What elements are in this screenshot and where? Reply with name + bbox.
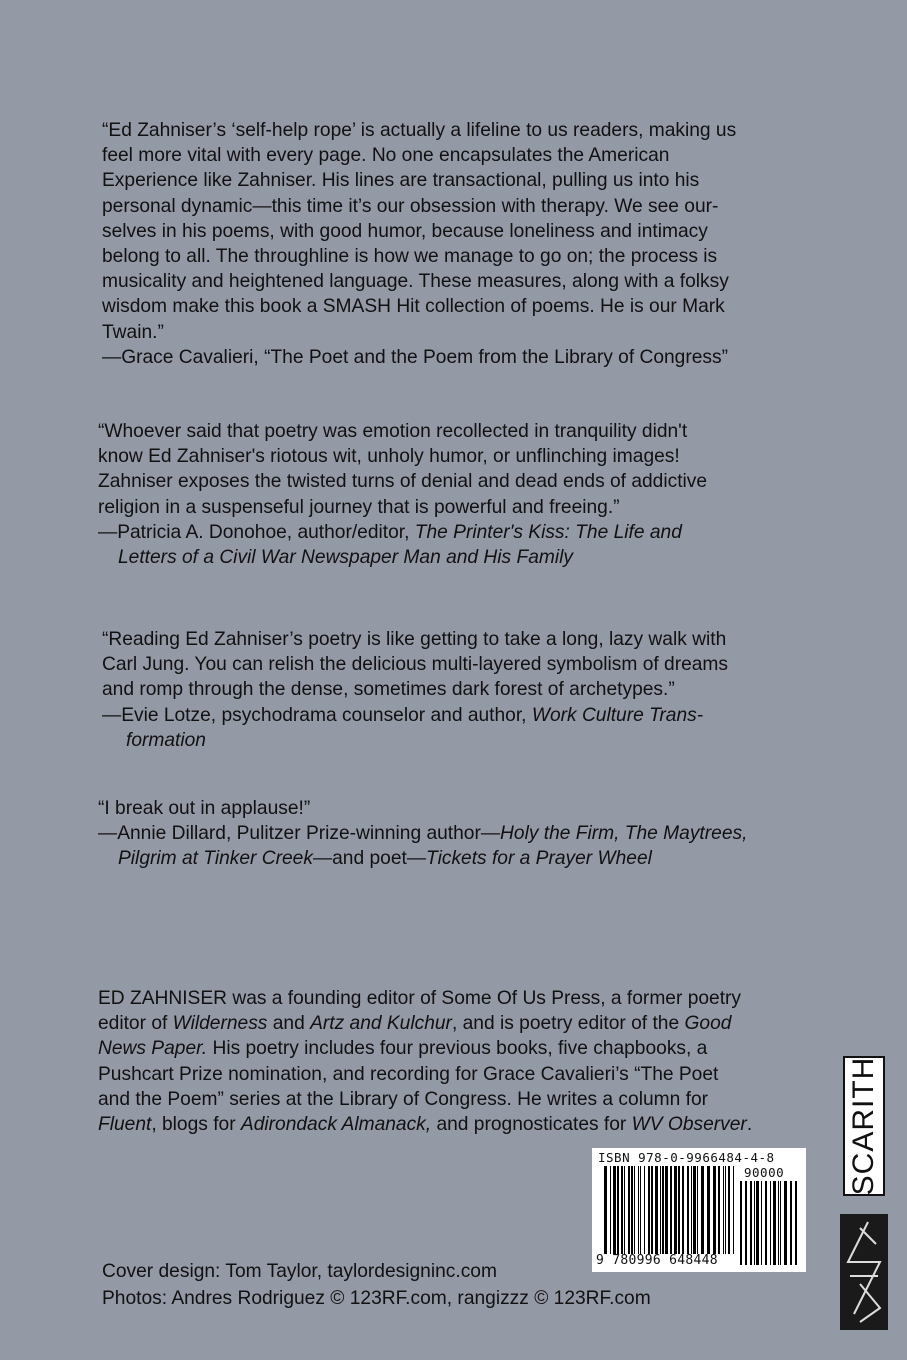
author-bio [98, 986, 838, 1137]
blurb-quote-line: Experience like Zahniser. His lines are transactional, pulling us into his [102, 170, 700, 192]
blurb-quote-line: and romp through the dense, sometimes dark forest of archetypes.” [102, 679, 675, 701]
attribution-work: The Printer's Kiss: The Life and [414, 521, 682, 543]
barcode-bar [718, 1166, 720, 1254]
bio-text: . [746, 1114, 753, 1136]
barcode-bar [784, 1181, 787, 1265]
blurb-annie-dillard [98, 796, 838, 872]
barcode-bar [624, 1166, 625, 1254]
barcode-bar [778, 1181, 779, 1265]
blurb-quote-line: “I break out in applause!” [98, 798, 311, 819]
attribution-author: —Patricia A. Donohoe, author/editor, [98, 521, 415, 543]
barcode-bar [613, 1166, 616, 1254]
blurb-evie-lotze [102, 627, 822, 753]
bio-line [98, 1011, 838, 1036]
publisher-mark-icon [840, 1214, 888, 1330]
publisher-logo [843, 1056, 885, 1196]
barcode-bar [740, 1181, 742, 1265]
blurb-quote-line: Carl Jung. You can relish the delicious multi-layered symbolism of dreams [102, 654, 729, 676]
barcode-bar [670, 1166, 672, 1254]
blurb-quote-line: wisdom make this book a SMASH Hit collection of poems. He is our Mark [102, 296, 725, 318]
credit-cover-design: Cover design: Tom Taylor, taylordesigninc.com [102, 1261, 497, 1282]
barcode-bar [733, 1166, 734, 1254]
blurb-quote-line: religion in a suspenseful journey that is powerful and freeing.” [98, 496, 620, 518]
barcode-bar [682, 1166, 684, 1254]
blurb-quote-line: “Whoever said that poetry was emotion recollected in tranquility didn't [98, 421, 688, 442]
barcode-bar [640, 1166, 641, 1254]
barcode-bar [707, 1166, 710, 1254]
barcode-bar [687, 1166, 689, 1254]
barcode-bar [701, 1166, 704, 1254]
addon-barcode-bars [740, 1181, 802, 1265]
barcode-bar [770, 1181, 771, 1265]
barcode-bar [631, 1166, 633, 1254]
blurb-attribution [102, 703, 822, 753]
barcode-bar [750, 1181, 752, 1265]
blurb-patricia-donohoe [98, 419, 818, 570]
attribution-work: Holy the Firm, The Maytrees, [500, 823, 748, 845]
barcode-bar [790, 1181, 792, 1265]
barcode-bar [628, 1166, 630, 1254]
attribution-work: Tickets for a Prayer Wheel [426, 848, 652, 870]
barcode-bar [610, 1166, 611, 1254]
barcode-bar [723, 1166, 724, 1254]
attribution-work: Letters of a Civil War Newspaper Man and His Family [118, 547, 573, 569]
bio-line: Pushcart Prize nomination, and recording for Grace Cavalieri’s “The Poet [98, 1063, 719, 1085]
blurb-attribution [98, 821, 838, 871]
barcode-bar [648, 1166, 650, 1254]
ean-digits: 9 780996 648448 [596, 1253, 718, 1268]
barcode-bar [765, 1181, 767, 1265]
attribution-continuation [98, 846, 838, 871]
blurb-quote-line: personal dynamic—this time it’s our obsession with therapy. We see our- [102, 195, 719, 217]
barcode-bar [780, 1181, 781, 1265]
barcode-bar [693, 1166, 696, 1254]
blurb-attribution: —Grace Cavalieri, “The Poet and the Poem from the Library of Congress” [102, 346, 728, 368]
bio-line: and the Poem” series at the Library of Congress. He writes a column for [98, 1088, 709, 1110]
barcode-bar [728, 1166, 730, 1254]
bio-text: and [267, 1013, 311, 1035]
barcode-bar [644, 1166, 645, 1254]
attribution-work: formation [126, 729, 206, 751]
bio-text: and prognosticates for [431, 1114, 632, 1136]
barcode-bar [674, 1166, 677, 1254]
barcode-bar [745, 1181, 747, 1265]
barcode-bar [617, 1166, 619, 1254]
attribution-work: Work Culture Trans- [531, 704, 704, 726]
bio-title: News Paper. [98, 1038, 208, 1060]
barcode-bar [756, 1181, 759, 1265]
barcode-bar [725, 1166, 726, 1254]
barcode-bar [660, 1166, 661, 1254]
attribution-author: —Annie Dillard, Pulitzer Prize-winning author— [98, 823, 501, 845]
bio-title: Good [684, 1013, 732, 1035]
isbn-barcode [592, 1148, 806, 1272]
bio-title: Wilderness [172, 1013, 268, 1035]
blurb-quote-line: “Ed Zahniser’s ‘self-help rope’ is actually a lifeline to us readers, making us [102, 120, 737, 141]
barcode-bar [678, 1166, 680, 1254]
bio-title: Artz and Kulchur [310, 1013, 452, 1035]
bio-line: ED ZAHNISER was a founding editor of Some Of Us Press, a former poetry [98, 988, 742, 1009]
isbn-label: ISBN 978-0-9966484-4-8 [598, 1150, 775, 1165]
barcode-bar [655, 1166, 658, 1254]
blurb-quote-line: “Reading Ed Zahniser’s poetry is like getting to take a long, lazy walk with [102, 629, 727, 650]
barcode-bar [665, 1166, 668, 1254]
bio-title: Fluent [98, 1114, 152, 1136]
barcode-bar [651, 1166, 653, 1254]
attribution-author: —Evie Lotze, psychodrama counselor and author, [102, 704, 532, 726]
barcode-bar [662, 1166, 664, 1254]
blurb-quote-line: selves in his poems, with good humor, because loneliness and intimacy [102, 220, 708, 242]
barcode-bar [795, 1181, 797, 1265]
bio-title: Adirondack Almanack, [240, 1114, 432, 1136]
attribution-work: Pilgrim at Tinker Creek [118, 848, 313, 870]
barcode-bar [691, 1166, 692, 1254]
attribution-connector: —and poet— [312, 848, 427, 870]
blurb-grace-cavalieri [102, 118, 822, 370]
blurb-quote-line: Zahniser exposes the twisted turns of denial and dead ends of addictive [98, 471, 708, 493]
barcode-bar [634, 1166, 635, 1254]
blurb-quote-line: know Ed Zahniser's riotous wit, unholy humor, or unflinching images! [98, 446, 680, 468]
ean-barcode-bars [604, 1166, 736, 1254]
barcode-bar [754, 1181, 755, 1265]
bio-line [98, 1036, 838, 1061]
blurb-quote-line: feel more vital with every page. No one encapsulates the American [102, 145, 670, 167]
barcode-bar [621, 1166, 623, 1254]
barcode-bar [638, 1166, 639, 1254]
barcode-bar [604, 1166, 607, 1254]
bio-title: WV Observer [631, 1114, 747, 1136]
bio-line [98, 1112, 838, 1137]
bio-text: editor of [98, 1013, 173, 1035]
publisher-logo-text: SCARITH [847, 1056, 880, 1196]
blurb-quote-line: belong to all. The throughline is how we manage to go on; the process is [102, 246, 718, 268]
bio-text: , and is poetry editor of the [451, 1013, 685, 1035]
barcode-bar [697, 1166, 698, 1254]
blurb-quote-line: musicality and heightened language. These measures, along with a folksy [102, 271, 729, 293]
bio-text: His poetry includes four previous books, five chapbooks, a [207, 1038, 708, 1060]
price-code: 90000 [744, 1165, 785, 1180]
barcode-bar [761, 1181, 762, 1265]
blurb-attribution [98, 520, 818, 570]
credit-photos: Photos: Andres Rodriguez © 123RF.com, rangizzz © 123RF.com [102, 1288, 651, 1309]
bio-text: , blogs for [151, 1114, 241, 1136]
barcode-bar [713, 1166, 716, 1254]
blurb-quote-line: Twain.” [102, 321, 164, 343]
barcode-bar [773, 1181, 776, 1265]
